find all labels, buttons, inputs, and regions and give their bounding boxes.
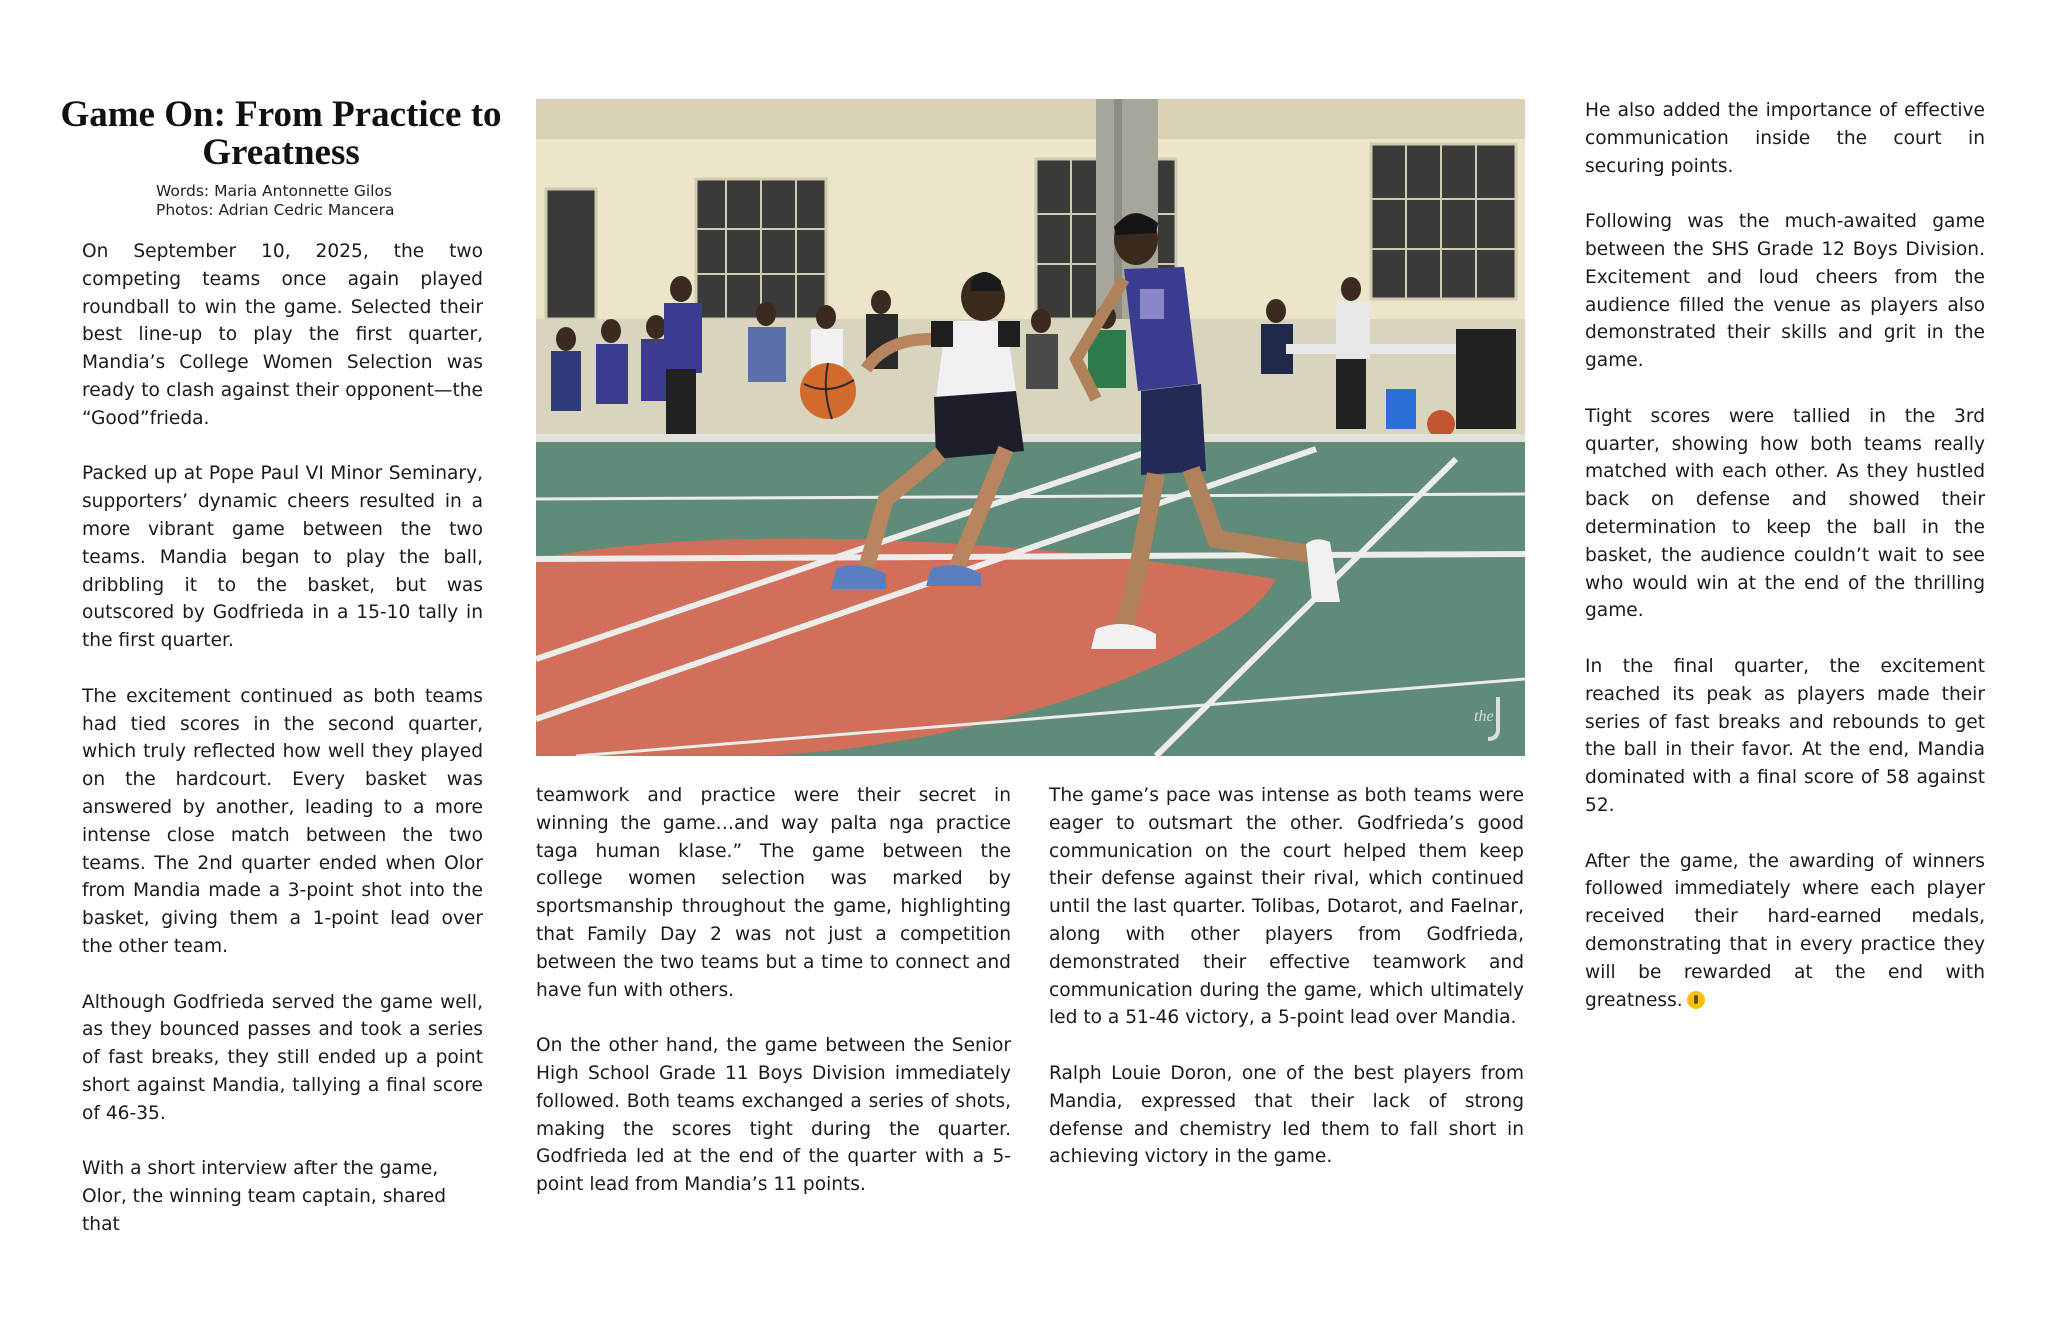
- article-credits: [156, 182, 416, 220]
- paragraph: On September 10, 2025, the two competing teams once again played roundball to win the game. Selected their best line-up to play the first quarter, Mandia’s College Women Selection was ready to clash against their opponent—the “Good”frieda.: [82, 241, 483, 429]
- paragraph: Ralph Louie Doron, one of the best players from Mandia, expressed that their lack of strong defense and chemistry led them to fall short in achieving victory in the game.: [1049, 1062, 1524, 1168]
- paragraph: In the final quarter, the excitement reached its peak as players made their series of fast breaks and rebounds to get the ball in their favor. At the end, Mandia dominated with a final score of 58 against 52.: [1585, 655, 1985, 816]
- text-column-3: [1049, 782, 1524, 1171]
- paragraph: Tight scores were tallied in the 3rd quarter, showing how both teams really matched with each other. As they hustled back on defense and showed their determination to keep the ball in the basket, the audience couldn’t wait to see who would win at the end of the thrilling game.: [1585, 405, 1985, 622]
- photo-watermark: the: [1474, 708, 1494, 725]
- text-column-2: [536, 782, 1011, 1199]
- paragraph: Following was the much-awaited game between the SHS Grade 12 Boys Division. Excitement and loud cheers from the audience filled the venue as players also demonstrated their skills and grit in the game.: [1585, 211, 1985, 372]
- closing-text: After the game, the awarding of winners followed immediately where each player received their hard-earned medals, demonstrating that in every practice they will be rewarded at the end with greatness.: [1585, 850, 1985, 1011]
- article-title: Game On: From Practice to Greatness: [60, 94, 502, 173]
- paragraph: Although Godfrieda served the game well, as they bounced passes and took a series of fast breaks, they still ended up a point short against Mandia, tallying a final score of 46-35.: [82, 991, 483, 1124]
- hand-emoji-icon: [1687, 991, 1705, 1009]
- words-credit: Words: Maria Antonnette Gilos: [156, 182, 393, 200]
- paragraph: teamwork and practice were their secret in winning the game…and way palta nga practice taga human klase.” The game between the college women selection was marked by sportsmanship throughout the game, highlighting that Family Day 2 was not just a competition between the two teams but a time to connect and have fun with others.: [536, 785, 1011, 1001]
- paragraph: The excitement continued as both teams had tied scores in the second quarter, which truly reflected how well they played on the hardcourt. Every basket was answered by another, leading to a more intense close match between the two teams. The 2nd quarter ended when Olor from Mandia made a 3-point shot into the basket, giving them a 1-point lead over the other team.: [82, 685, 483, 957]
- paragraph: Packed up at Pope Paul VI Minor Seminary, supporters’ dynamic cheers resulted in a more vibrant game between the two teams. Mandia began to play the ball, dribbling it to the basket, but was outscored by Godfrieda in a 15-10 tally in the first quarter.: [82, 463, 483, 652]
- paragraph: He also added the importance of effective communication inside the court in securing points.: [1585, 100, 1985, 177]
- photos-credit: Photos: Adrian Cedric Mancera: [156, 201, 395, 219]
- paragraph: With a short interview after the game, Olor, the winning team captain, shared that: [82, 1158, 447, 1235]
- closing-paragraph: [1585, 848, 1985, 1015]
- paragraph: On the other hand, the game between the Senior High School Grade 11 Boys Division immediately followed. Both teams exchanged a series of shots, making the scores tight during the quarter. Godfrieda led at the end of the quarter with a 5-point lead from Mandia’s 11 points.: [536, 1035, 1011, 1196]
- basketball-game-photo: [536, 99, 1525, 756]
- paragraph: The game’s pace was intense as both teams were eager to outsmart the other. Godfrieda’s good communication on the court helped them keep their defense against their rival, which continued until the last quarter. Tolibas, Dotarot, and Faelnar, along with other players from Godfrieda, demonstrated their effective teamwork and communication during the game, which ultimately led to a 51-46 victory, a 5-point lead over Mandia.: [1049, 785, 1524, 1029]
- text-column-1: [82, 238, 483, 1239]
- text-column-4: [1585, 97, 1985, 1014]
